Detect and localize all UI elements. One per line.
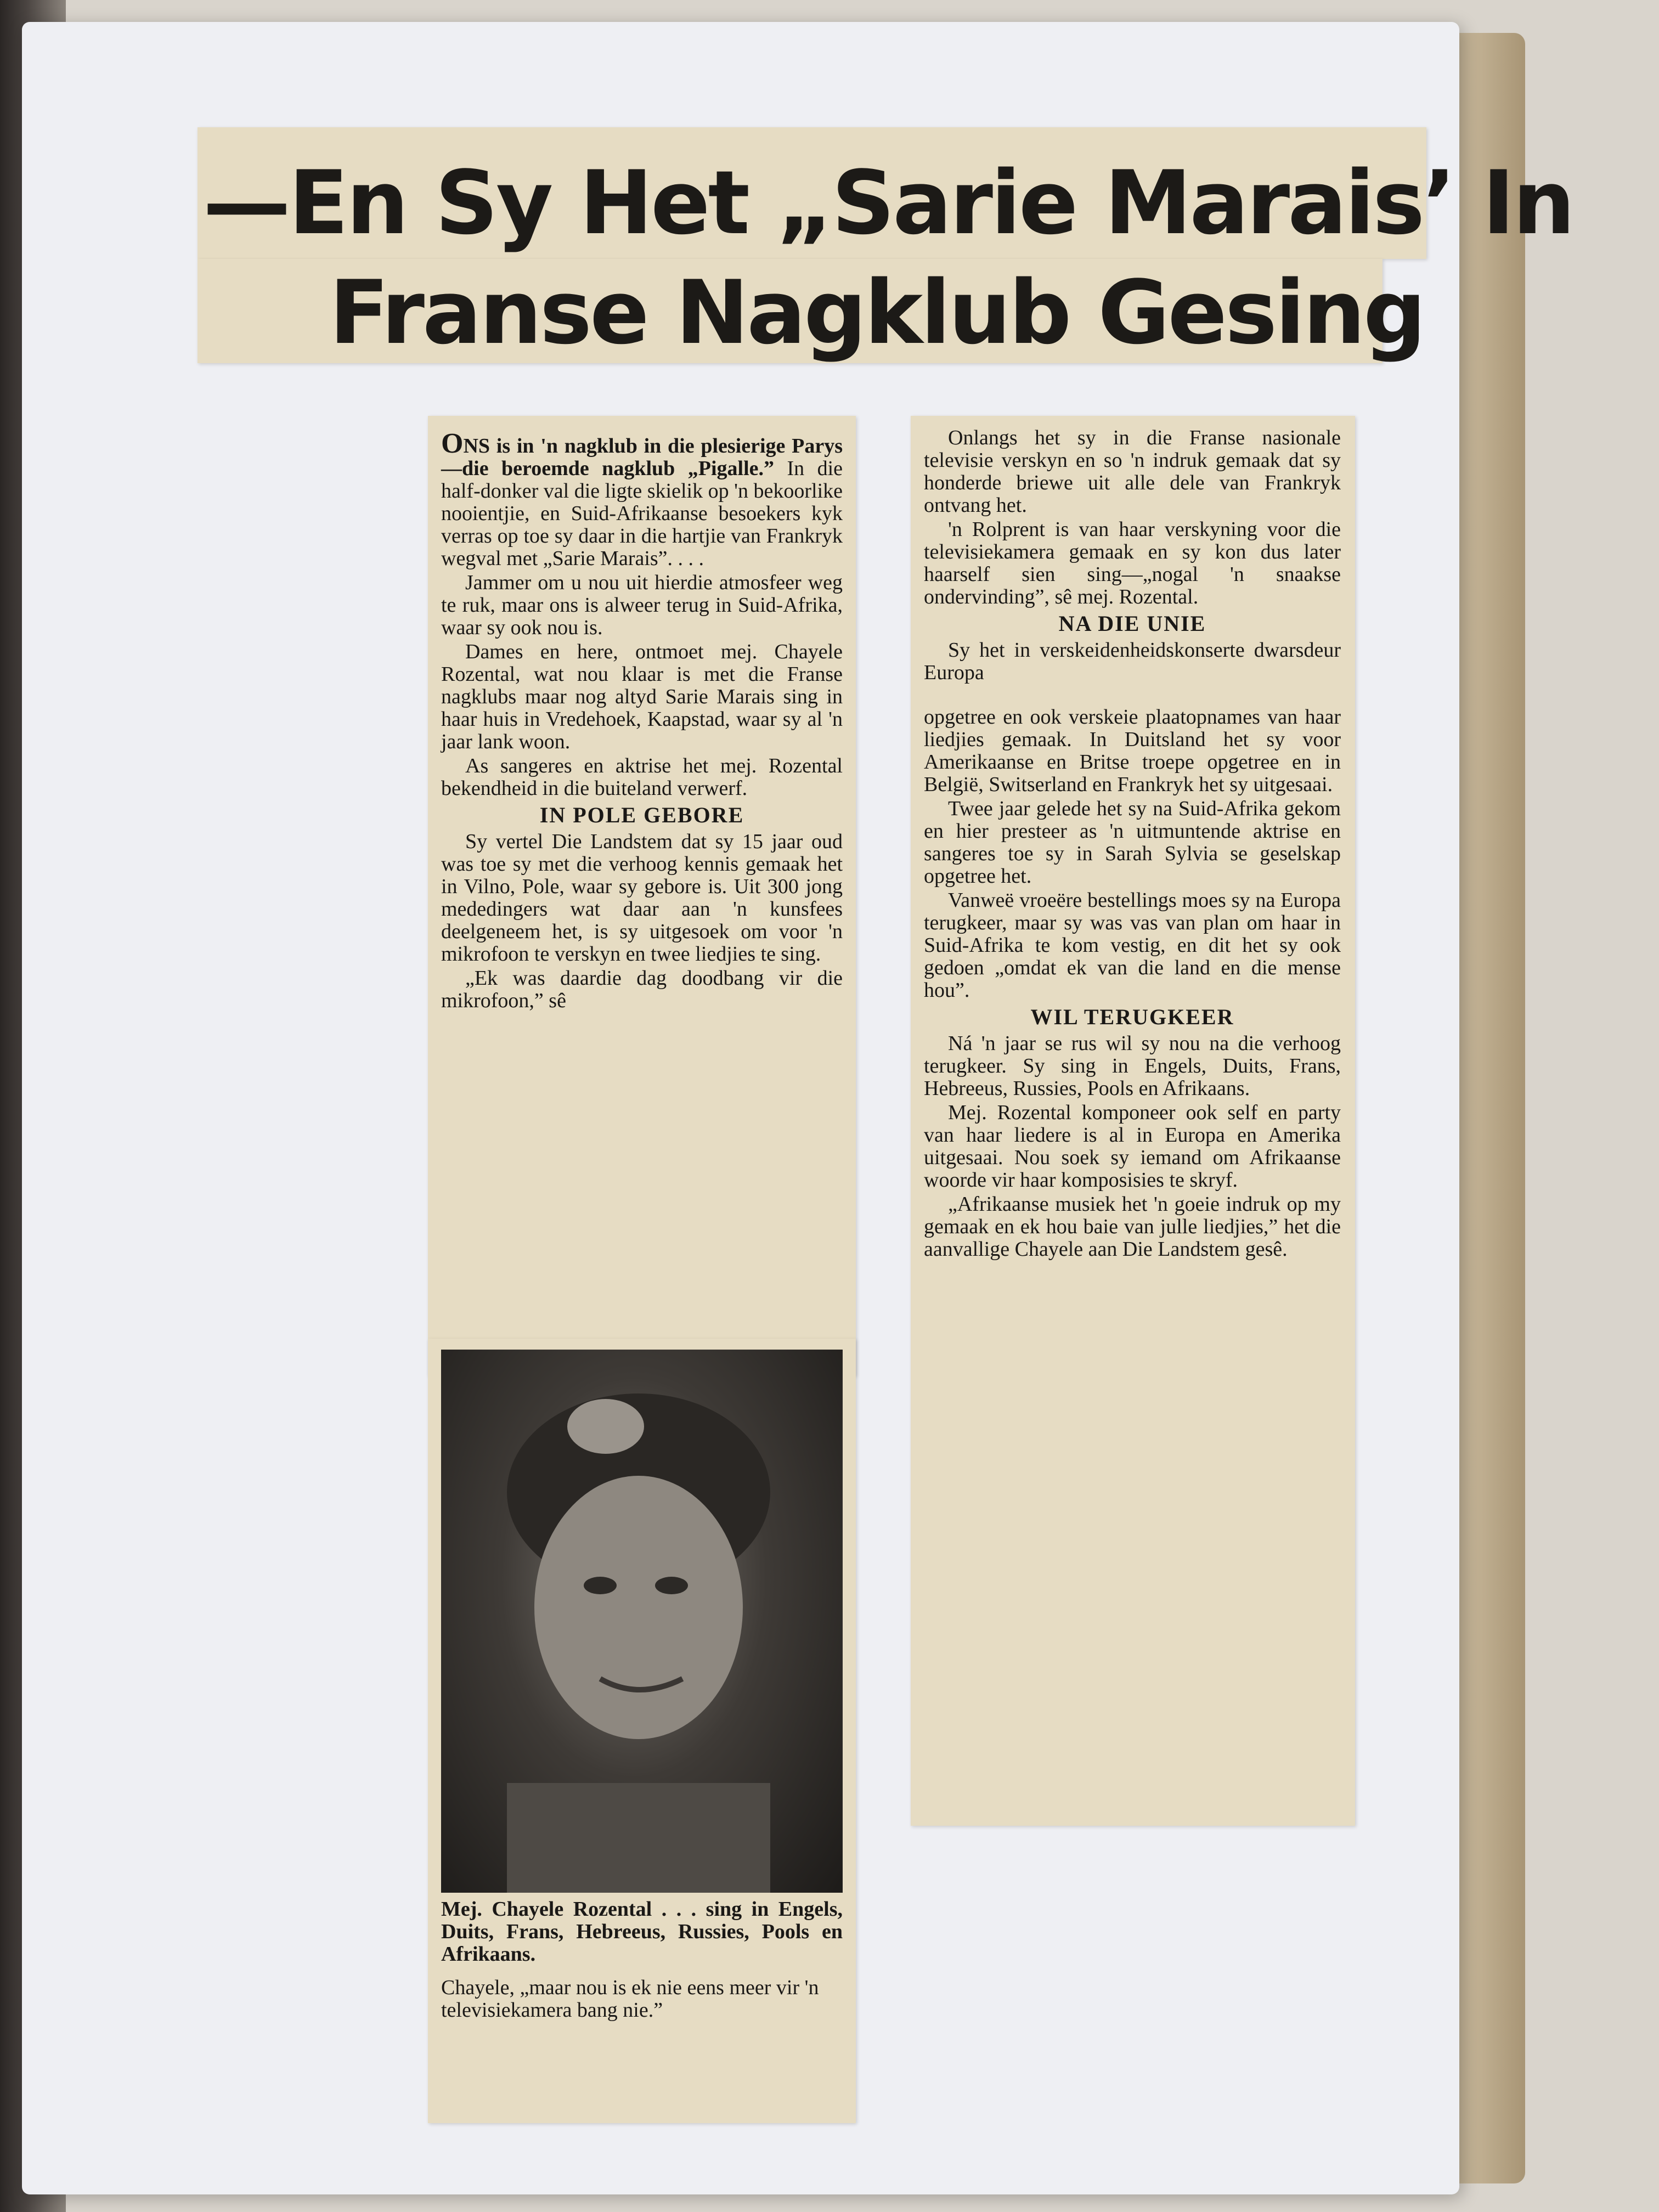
paragraph: Sy vertel Die Landstem dat sy 15 jaar oud was toe sy met die verhoog kennis gemaak het in Vilno, Pole, waar sy gebore is. Uit 300 jong mededingers wat daar aan 'n kunsfees deelgeneem het, is sy uitgesoek om voor 'n mikrofoon te verskyn en twee liedjies te sing. [441,830,843,966]
headline-line-2: Franse Nagklub Gesing [329,261,1424,364]
portrait-figure [441,1350,843,1893]
article-column-1-clipping [428,416,856,1376]
paragraph: 'n Rolprent is van haar verskyning voor die televisiekamera gemaak en sy kon dus later haarself sien sing—„nogal 'n snaakse ondervinding”, sê mej. Rozental. [924,518,1341,608]
drop-cap: O [441,428,464,459]
scrapbook-page [22,22,1573,2194]
lead-rest: In die half-donker val die ligte skielik op 'n bekoorlike nooientjie, en Suid-Afrikaanse besoekers kyk verras op toe sy daar in die hartjie van Frankryk wegval met „Sarie Marais”. . . . [441,457,843,570]
article-column-1 [441,428,843,1014]
portrait-photo [441,1350,843,1893]
paragraph: „Ek was daardie dag doodbang vir die mikrofoon,” sê [441,967,843,1012]
photo-caption [441,1898,843,2022]
paragraph: Mej. Rozental komponeer ook self en party van haar liedere is al in Europa en Amerika uitgesaai. Nou soek sy iemand om Afrikaanse woorde vir haar komposisies te skryf. [924,1101,1341,1192]
paragraph: Vanweë vroeëre bestellings moes sy na Europa terugkeer, maar sy was vas van plan om haar in Suid-Afrika te kom vestig, en dit het sy ook gedoen „omdat ek van die land en die mense hou”. [924,889,1341,1002]
paragraph: Sy het in verskeidenheidskonserte dwarsdeur Europa [924,639,1341,684]
article-lead-paragraph [441,428,843,570]
paragraph: „Afrikaanse musiek het 'n goeie indruk op my gemaak en ek hou baie van julle liedjies,” het die aanvallige Chayele aan Die Landstem gesê. [924,1193,1341,1261]
article-column-2-clipping [911,416,1355,1826]
paragraph: Ná 'n jaar se rus wil sy nou na die verhoog terugkeer. Sy sing in Engels, Duits, Frans, Hebreeus, Russies, Pools en Afrikaans. [924,1032,1341,1100]
paragraph: Twee jaar gelede het sy na Suid-Afrika gekom en hier presteer as 'n uitmuntende aktrise en sangeres toe sy in Sarah Sylvia se geselskap opgetree het. [924,797,1341,888]
article-column-2 [924,427,1341,1262]
paragraph: Dames en here, ontmoet mej. Chayele Rozental, wat nou klaar is met die Franse nagklubs maar nog altyd Sarie Marais sing in haar huis in Vredehoek, Kaapstad, waar sy al 'n jaar lank woon. [441,640,843,753]
paragraph: As sangeres en aktrise het mej. Rozental bekendheid in die buiteland verwerf. [441,754,843,800]
subheading: NA DIE UNIE [1058,611,1206,636]
headline-line-1: —En Sy Het „Sarie Marais’ In [203,151,1573,254]
subheading: WIL TERUGKEER [1030,1005,1234,1029]
lead-text: NS is in 'n nagklub in die plesierige Parys—die beroemde nagklub „Pigalle.” [441,435,843,480]
paragraph: Onlangs het sy in die Franse nasionale televisie verskyn en so 'n indruk gemaak dat sy honderde briewe uit alle dele van Frankryk ontvang het. [924,426,1341,517]
paragraph: opgetree en ook verskeie plaatopnames van haar liedjies gemaak. In Duitsland het sy voor Amerikaanse en Britse troepe opgetree en in België, Switserland en Frankryk het sy uitgesaai. [924,706,1341,796]
caption-bold-text: Mej. Chayele Rozental . . . sing in Engels, Duits, Frans, Hebreeus, Russies, Pools en Afrikaans. [441,1898,843,1966]
paragraph: Jammer om u nou uit hierdie atmosfeer weg te ruk, maar ons is alweer terug in Suid-Afrika, waar sy ook nou is. [441,571,843,639]
caption-continued-text: Chayele, „maar nou is ek nie eens meer vir 'n televisiekamera bang nie.” [441,1976,819,2022]
subheading: IN POLE GEBORE [539,803,744,827]
